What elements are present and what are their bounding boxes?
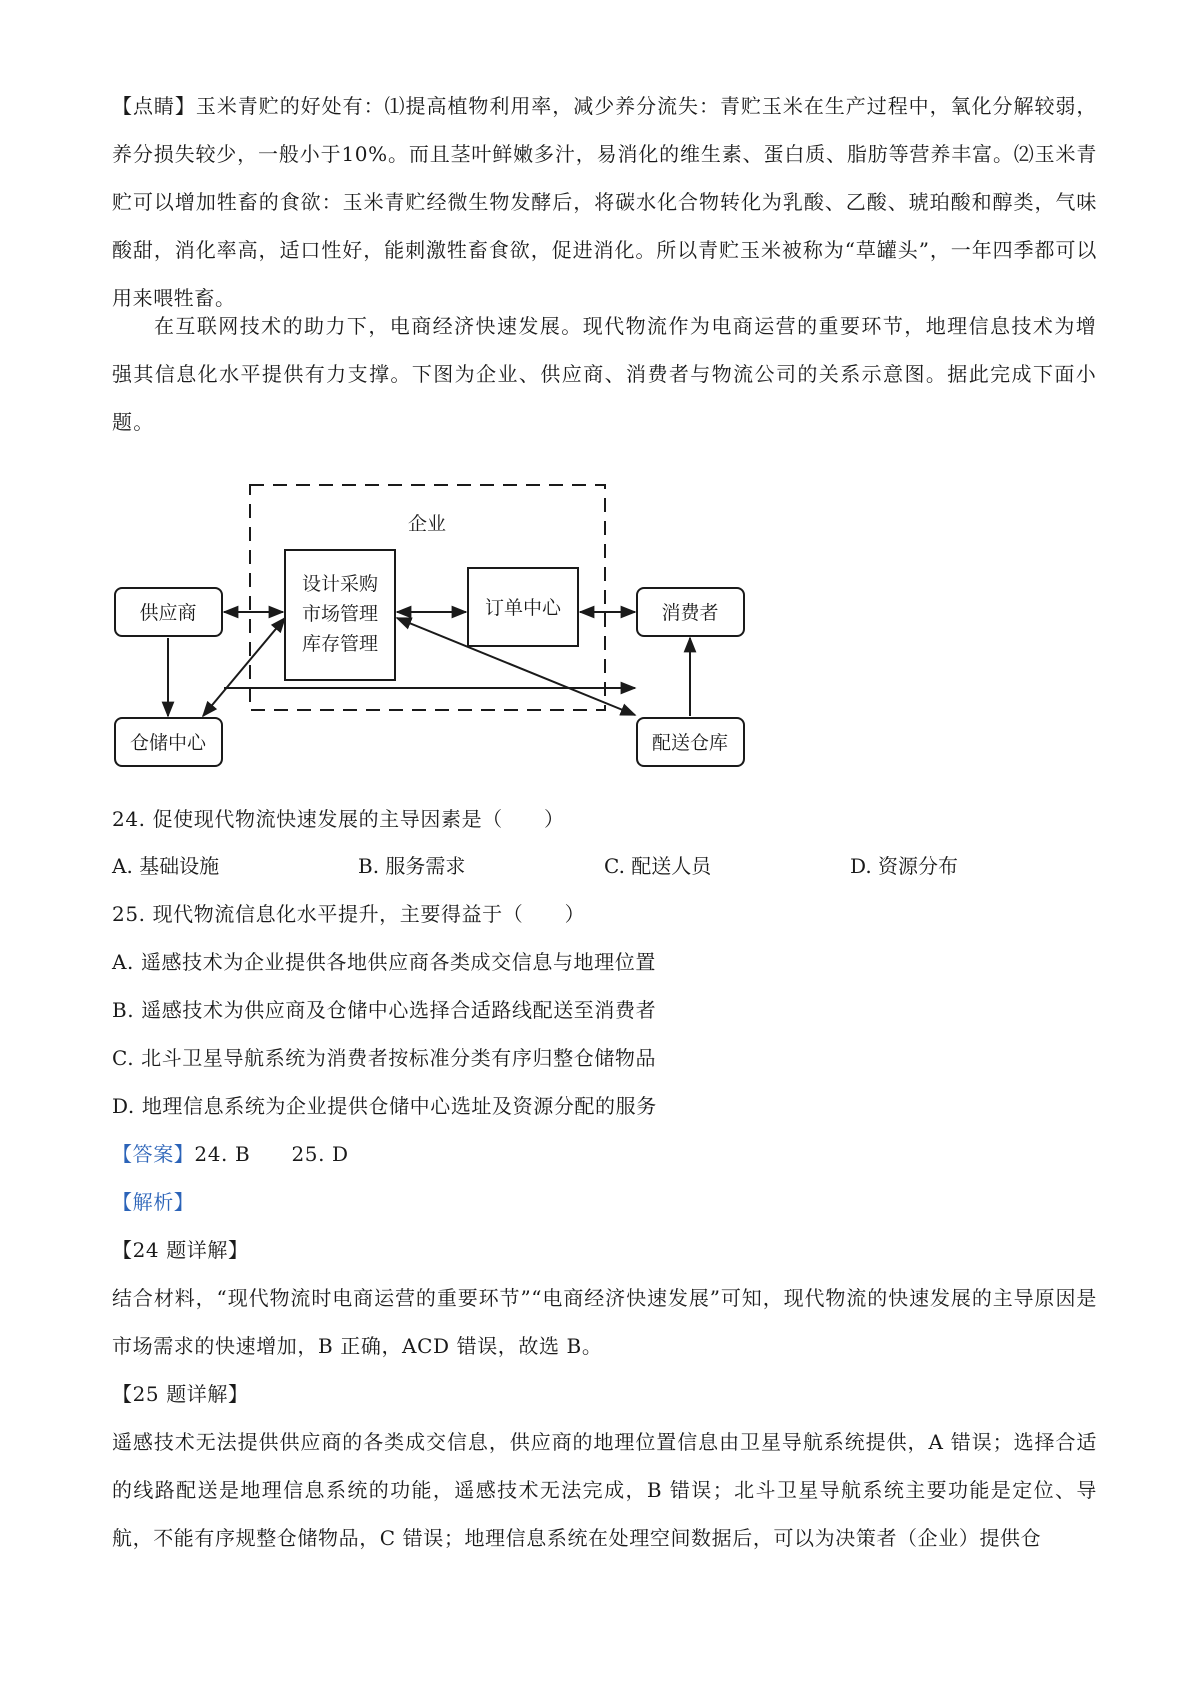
tip-paragraph bbox=[112, 82, 1097, 322]
intro-paragraph: 在互联网技术的助力下，电商经济快速发展。现代物流作为电商运营的重要环节，地理信息技术为增强其信息化水平提供有力支撑。下图为企业、供应商、消费者与物流公司的关系示意图。据此完成下面小题。 bbox=[112, 314, 1097, 434]
consumer-box bbox=[637, 588, 744, 636]
delivery-label: 配送仓库 bbox=[651, 732, 729, 754]
analysis-label: 【解析】 bbox=[112, 1190, 195, 1214]
q24-stem: 24. 促使现代物流快速发展的主导因素是（ ） bbox=[112, 807, 565, 831]
enterprise-label: 企业 bbox=[407, 513, 447, 535]
q24-option-d: D. 资源分布 bbox=[850, 854, 959, 878]
design-box bbox=[285, 550, 395, 680]
detail24-label: 【24 题详解】 bbox=[112, 1238, 249, 1262]
q25-option-b: B. 遥感技术为供应商及仓储中心选择合适路线配送至消费者 bbox=[112, 998, 657, 1022]
order-center-box bbox=[468, 568, 578, 646]
q24-option-b: B. 服务需求 bbox=[358, 854, 466, 878]
q25-option-d: D. 地理信息系统为企业提供仓储中心选址及资源分配的服务 bbox=[112, 1094, 657, 1118]
design-line-2: 市场管理 bbox=[301, 603, 379, 625]
logistics-diagram bbox=[100, 470, 760, 790]
answer-text: 24. B 25. D bbox=[194, 1142, 349, 1166]
delivery-box bbox=[637, 718, 744, 766]
q25-stem: 25. 现代物流信息化水平提升，主要得益于（ ） bbox=[112, 902, 586, 926]
q24-option-c: C. 配送人员 bbox=[604, 854, 712, 878]
tip-label: 【点睛】 bbox=[112, 94, 196, 118]
warehouse-label: 仓储中心 bbox=[129, 732, 207, 754]
supplier-label: 供应商 bbox=[139, 602, 197, 624]
design-line-1: 设计采购 bbox=[301, 573, 379, 595]
answer-line bbox=[112, 1130, 349, 1178]
detail25-text: 遥感技术无法提供供应商的各类成交信息，供应商的地理位置信息由卫星导航系统提供，A 错误；选择合适的线路配送是地理信息系统的功能，遥感技术无法完成，B 错误；北斗卫星导航系统主要功能是定位、导航，不能有序规整仓储物品，C 错误；地理信息系统在处理空间数据后，可以为决策者（企业）提供仓 bbox=[112, 1430, 1097, 1550]
consumer-label: 消费者 bbox=[661, 602, 719, 624]
warehouse-box bbox=[115, 718, 222, 766]
q25-option-c: C. 北斗卫星导航系统为消费者按标准分类有序归整仓储物品 bbox=[112, 1046, 657, 1070]
q24-option-a: A. 基础设施 bbox=[112, 854, 220, 878]
detail24-text: 结合材料，“现代物流时电商运营的重要环节”“电商经济快速发展”可知，现代物流的快速发展的主导原因是市场需求的快速增加，B 正确，ACD 错误，故选 B。 bbox=[112, 1286, 1097, 1358]
supplier-box bbox=[115, 588, 222, 636]
answer-label: 【答案】 bbox=[112, 1142, 195, 1166]
detail25-label: 【25 题详解】 bbox=[112, 1382, 249, 1406]
tip-text: 玉米青贮的好处有：⑴提高植物利用率，减少养分流失：青贮玉米在生产过程中，氧化分解较弱，养分损失较少，一般小于10%。而且茎叶鲜嫩多汁，易消化的维生素、蛋白质、脂肪等营养丰富。⑵玉米青贮可以增加牲畜的食欲：玉米青贮经微生物发酵后，将碳水化合物转化为乳酸、乙酸、琥珀酸和醇类，气味酸甜，消化率高，适口性好，能刺激牲畜食欲，促进消化。所以青贮玉米被称为“草罐头”，一年四季都可以用来喂牲畜。 bbox=[112, 94, 1097, 310]
q25-option-a: A. 遥感技术为企业提供各地供应商各类成交信息与地理位置 bbox=[112, 950, 656, 974]
design-line-3: 库存管理 bbox=[301, 633, 379, 655]
order-center-label: 订单中心 bbox=[484, 597, 562, 619]
